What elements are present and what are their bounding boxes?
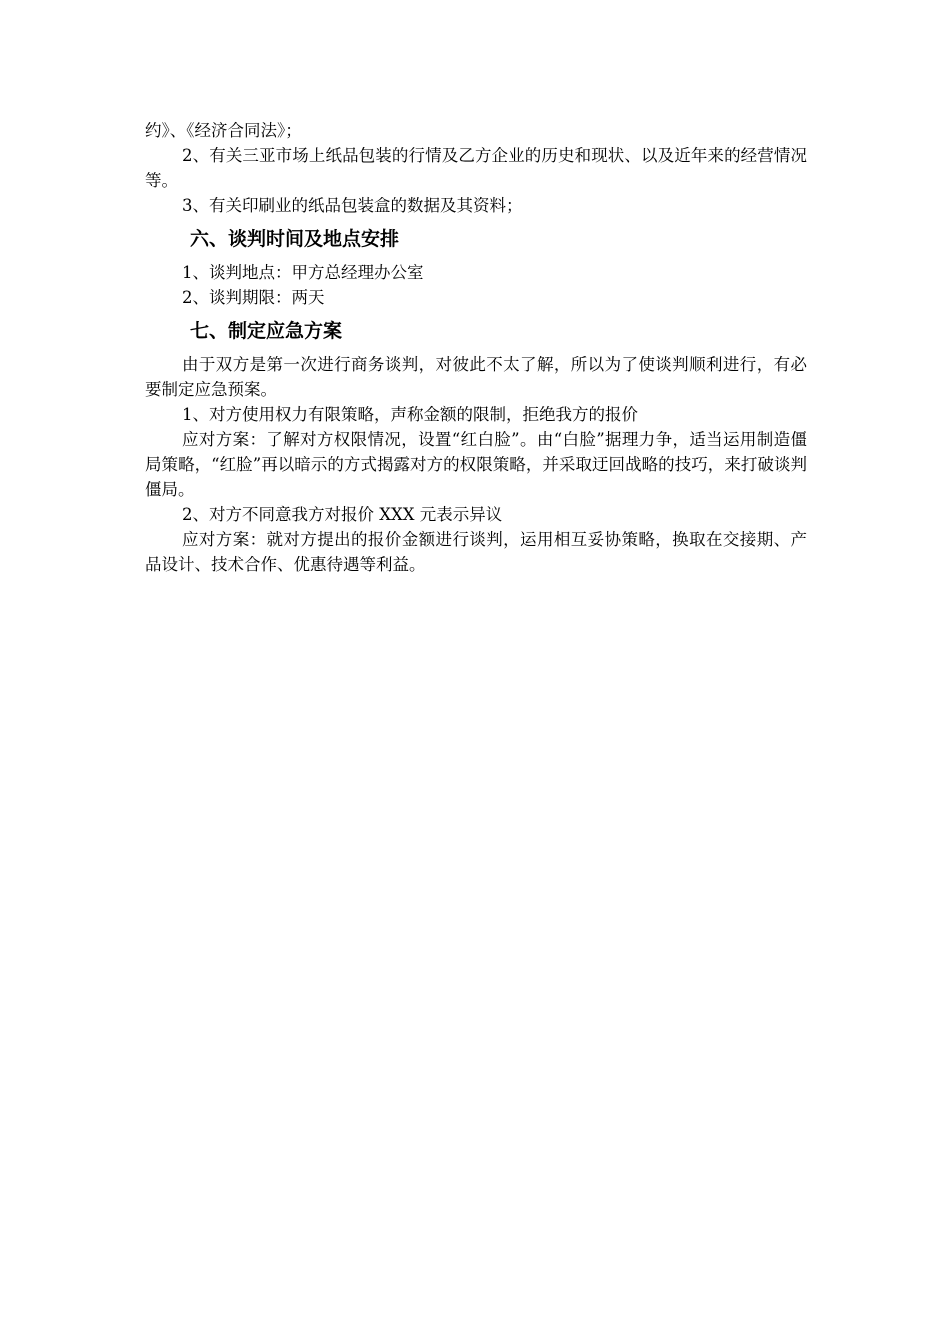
paragraph-case2-plan: 应对方案：就对方提出的报价金额进行谈判，运用相互妥协策略，换取在交接期、产品设计、技术合作、优惠待遇等利益。 bbox=[145, 530, 807, 574]
paragraph-location: 1、谈判地点：甲方总经理办公室 bbox=[182, 263, 424, 282]
section-heading-contingency: 七、制定应急方案 bbox=[190, 320, 343, 342]
paragraph-contingency-intro: 由于双方是第一次进行商务谈判，对彼此不太了解，所以为了使谈判顺利进行，有必要制定应急预案。 bbox=[145, 355, 807, 399]
paragraph-duration: 2、谈判期限：两天 bbox=[182, 288, 325, 307]
section-heading-time-location: 六、谈判时间及地点安排 bbox=[190, 228, 400, 250]
paragraph-market-info: 2、有关三亚市场上纸品包装的行情及乙方企业的历史和现状、以及近年来的经营情况等。 bbox=[145, 146, 807, 190]
document-page bbox=[145, 118, 807, 577]
paragraph-case2-title: 2、对方不同意我方对报价 XXX 元表示异议 bbox=[182, 505, 503, 524]
paragraph-case1-title: 1、对方使用权力有限策略，声称金额的限制，拒绝我方的报价 bbox=[182, 405, 638, 424]
paragraph-printing-data: 3、有关印刷业的纸品包装盒的数据及其资料； bbox=[182, 196, 523, 215]
paragraph-case1-plan: 应对方案：了解对方权限情况，设置“红白脸”。由“白脸”据理力争，适当运用制造僵局策略，“红脸”再以暗示的方式揭露对方的权限策略，并采取迂回战略的技巧，来打破谈判僵局。 bbox=[145, 430, 807, 499]
paragraph-contract-law: 约》、《经济合同法》； bbox=[145, 121, 302, 140]
